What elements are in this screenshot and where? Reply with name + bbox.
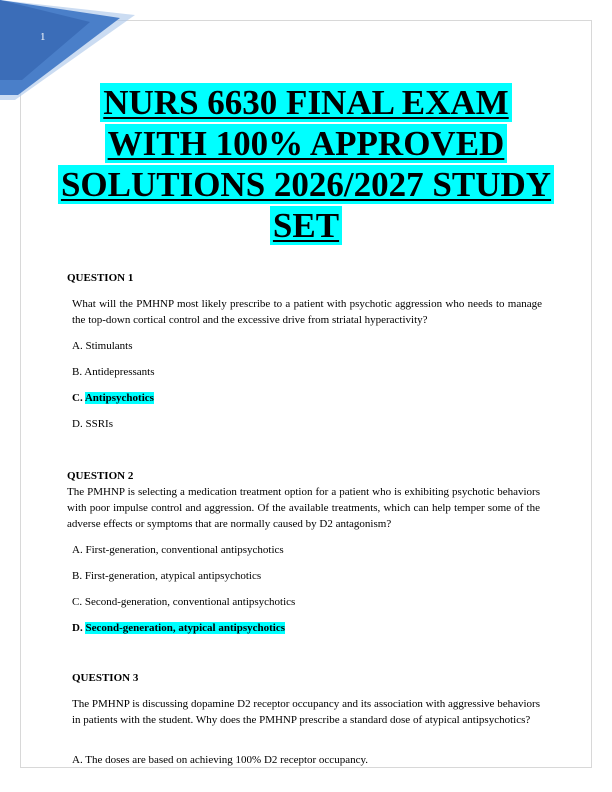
correct-answer-highlight: Antipsychotics — [84, 392, 154, 404]
document-title — [0, 82, 612, 246]
question-1-option-d: D. SSRIs — [72, 418, 113, 430]
question-3-text: The PMHNP is discussing dopamine D2 receptor occupancy and its association with aggressive behaviors in patients with the student. Why does the PMHNP prescribe a standard dose of atypical antipsychotics? — [72, 698, 540, 726]
question-2-option-c: C. Second-generation, conventional antipsychotics — [72, 596, 296, 608]
question-1-option-c-correct: C. Antipsychotics — [72, 392, 154, 404]
title-line-4: SET — [270, 206, 342, 245]
title-line-2: WITH 100% APPROVED — [105, 124, 508, 163]
question-1-option-a: A. Stimulants — [72, 340, 133, 352]
correct-answer-highlight: Second-generation, atypical antipsychotics — [85, 622, 285, 634]
question-3-heading: QUESTION 3 — [72, 672, 139, 684]
question-1-option-b: B. Antidepressants — [72, 366, 155, 378]
question-2-option-d-correct: D. Second-generation, atypical antipsychotics — [72, 622, 285, 634]
page-number: 1 — [40, 31, 46, 43]
title-line-1: NURS 6630 FINAL EXAM — [100, 83, 511, 122]
question-3-option-a: A. The doses are based on achieving 100% D2 receptor occupancy. — [72, 754, 368, 766]
title-line-3: SOLUTIONS 2026/2027 STUDY — [58, 165, 554, 204]
question-2-heading: QUESTION 2 — [67, 470, 134, 482]
question-2-text: The PMHNP is selecting a medication treatment option for a patient who is exhibiting psychotic behaviors with poor impulse control and aggression. Of the available treatments, which can help temper some of the adverse effects or symptoms that are normally caused by D2 antagonism? — [67, 486, 540, 530]
question-2-option-a: A. First-generation, conventional antipsychotics — [72, 544, 284, 556]
question-2-option-b: B. First-generation, atypical antipsychotics — [72, 570, 262, 582]
question-1-heading: QUESTION 1 — [67, 272, 134, 284]
question-1-text: What will the PMHNP most likely prescribe to a patient with psychotic aggression who needs to manage the top-down cortical control and the excessive drive from striatal hyperactivity? — [72, 298, 542, 326]
